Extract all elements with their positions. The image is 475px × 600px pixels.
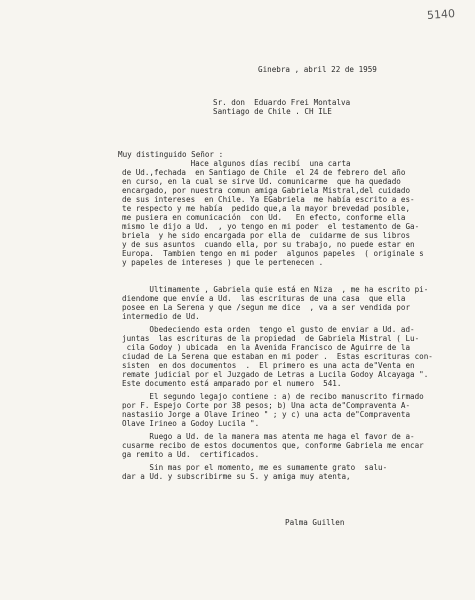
body-line: ga remito a Ud. certificados.	[122, 450, 260, 459]
body-line: me pusiera en comunicación con Ud. En efecto, conforme ella	[122, 213, 406, 222]
body-line: te respecto y me había pedido que,a la mayor brevedad posible,	[122, 204, 411, 213]
body-line: Ultimamente , Gabriela quie está en Niza , me ha escrito pi-	[122, 285, 429, 294]
body-line: de Ud.,fechada en Santiago de Chile el 24 de febrero del año	[122, 168, 406, 177]
body-line: sisten en dos documentos . El primero es una acta de"Venta en	[122, 361, 415, 370]
recipient-name: Sr. don Eduardo Frei Montalva	[213, 98, 351, 107]
archive-number: 5140	[426, 7, 456, 22]
body-line: juntas las escrituras de la propiedad de Gabriela Mistral ( Lu-	[122, 334, 420, 343]
salutation: Muy distinguido Señor :	[118, 150, 224, 159]
body-line: en curso, en la cual se sirve Ud. comunicarme que ha quedado	[122, 177, 401, 186]
body-line: Ruego a Ud. de la manera mas atenta me haga el favor de a-	[122, 432, 415, 441]
recipient-location: Santiago de Chile . CH ILE	[213, 107, 332, 116]
body-line: intermedio de Ud.	[122, 312, 200, 321]
body-line: encargado, por nuestra comun amiga Gabriela Mistral,del cuidado	[122, 186, 411, 195]
body-line: y papeles de intereses ) que le pertenecen .	[122, 258, 324, 267]
body-line: ciudad de La Serena que estaban en mi poder . Estas escrituras con-	[122, 352, 433, 361]
body-line: posee en La Serena y que /segun me dice , va a ser vendida por	[122, 303, 411, 312]
body-line: Olave Irineo a Godoy Lucila ".	[122, 419, 260, 428]
body-line: Europa. Tambien tengo en mi poder algunos papeles ( originale s	[122, 249, 424, 258]
body-line: de sus intereses en Chile. Ya EGabriela me había escrito a es-	[122, 195, 415, 204]
body-line: cila Godoy ) ubicada en la Avenida Francisco de Aguirre de la	[122, 343, 411, 352]
body-line: briela y he sido encargada por ella de cuidarme de sus libros	[122, 231, 411, 240]
body-line: El segundo legajo contiene : a) de recibo manuscrito firmado	[122, 392, 424, 401]
body-line: remate judicial por el Juzgado de Letras a Lucila Godoy Alcayaga ".	[122, 370, 429, 379]
body-line: dar a Ud. y subscribirme su S. y amiga muy atenta,	[122, 472, 351, 481]
body-line: Hace algunos días recibí una carta	[122, 159, 351, 168]
body-line: mismo le dijo a Ud. , yo tengo en mi poder el testamento de Ga-	[122, 222, 420, 231]
body-line: cusarme recibo de estos documentos que, conforme Gabriela me encar	[122, 441, 424, 450]
body-line: Obedeciendo esta orden tengo el gusto de enviar a Ud. ad-	[122, 325, 415, 334]
letter-date: Ginebra , abril 22 de 1959	[258, 65, 377, 74]
signature: Palma Guillen	[285, 518, 345, 527]
body-line: nastasiio Jorge a Olave Irineo " ; y c) una acta de"Compraventa	[122, 410, 411, 419]
body-line: y de sus asuntos cuando ella, por su trabajo, no puede estar en	[122, 240, 415, 249]
body-line: Sin mas por el momento, me es sumamente grato salu-	[122, 463, 388, 472]
body-line: por F. Espejo Corte por 38 pesos; b) Una acta de"Compraventa A-	[122, 401, 411, 410]
body-line: Este documento está amparado por el numero 541.	[122, 379, 342, 388]
body-line: diendome que envíe a Ud. las escrituras de una casa que ella	[122, 294, 406, 303]
